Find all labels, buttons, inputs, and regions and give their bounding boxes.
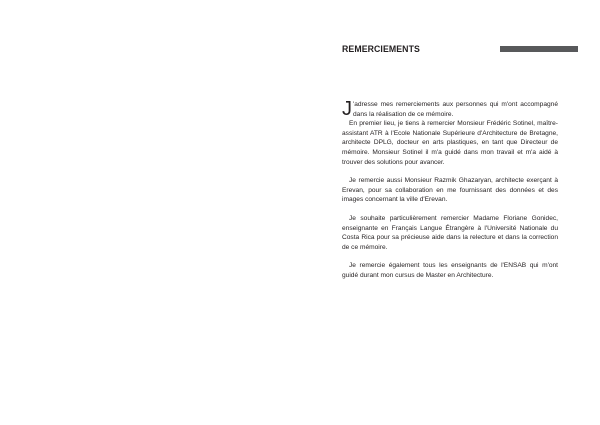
paragraph-proofreader: Je souhaite particulièrement remercier Madame Floriane Gonidec, enseignante en Français Langue Étrangère à l'Université Nationale du Costa Rica pour sa précieuse aide dans la relecture et dans la correction de ce mémoire. [342,214,558,251]
paragraph-intro [342,100,558,119]
acknowledgements-body [342,100,558,281]
paragraph-architect: Je remercie aussi Monsieur Razmik Ghazaryan, architecte exerçant à Erevan, pour sa collaboration en me fournissant des données et des images concernant la ville d'Erevan. [342,177,558,204]
title-accent-bar [500,46,578,52]
paragraph-teachers: Je remercie également tous les enseignants de l'ENSAB qui m'ont guidé durant mon cursus de Master en Architecture. [342,262,558,279]
page-title: REMERCIEMENTS [342,44,420,55]
paragraph-director: En premier lieu, je tiens à remercier Monsieur Frédéric Sotinel, maître-assistant ATR à l'Ecole Nationale Supérieure d'Architecture de Bretagne, architecte DPLG, docteur en arts plastiques, en tant que Directeur de mémoire. Monsieur Sotinel il m'a guidé dans mon travail et m'a aidé à trouver des solutions pour avancer. [342,120,558,166]
paragraph-intro-text: 'adresse mes remerciements aux personnes qui m'ont accompagné dans la réalisation de ce mémoire. [353,101,558,118]
drop-cap: J [342,98,352,120]
